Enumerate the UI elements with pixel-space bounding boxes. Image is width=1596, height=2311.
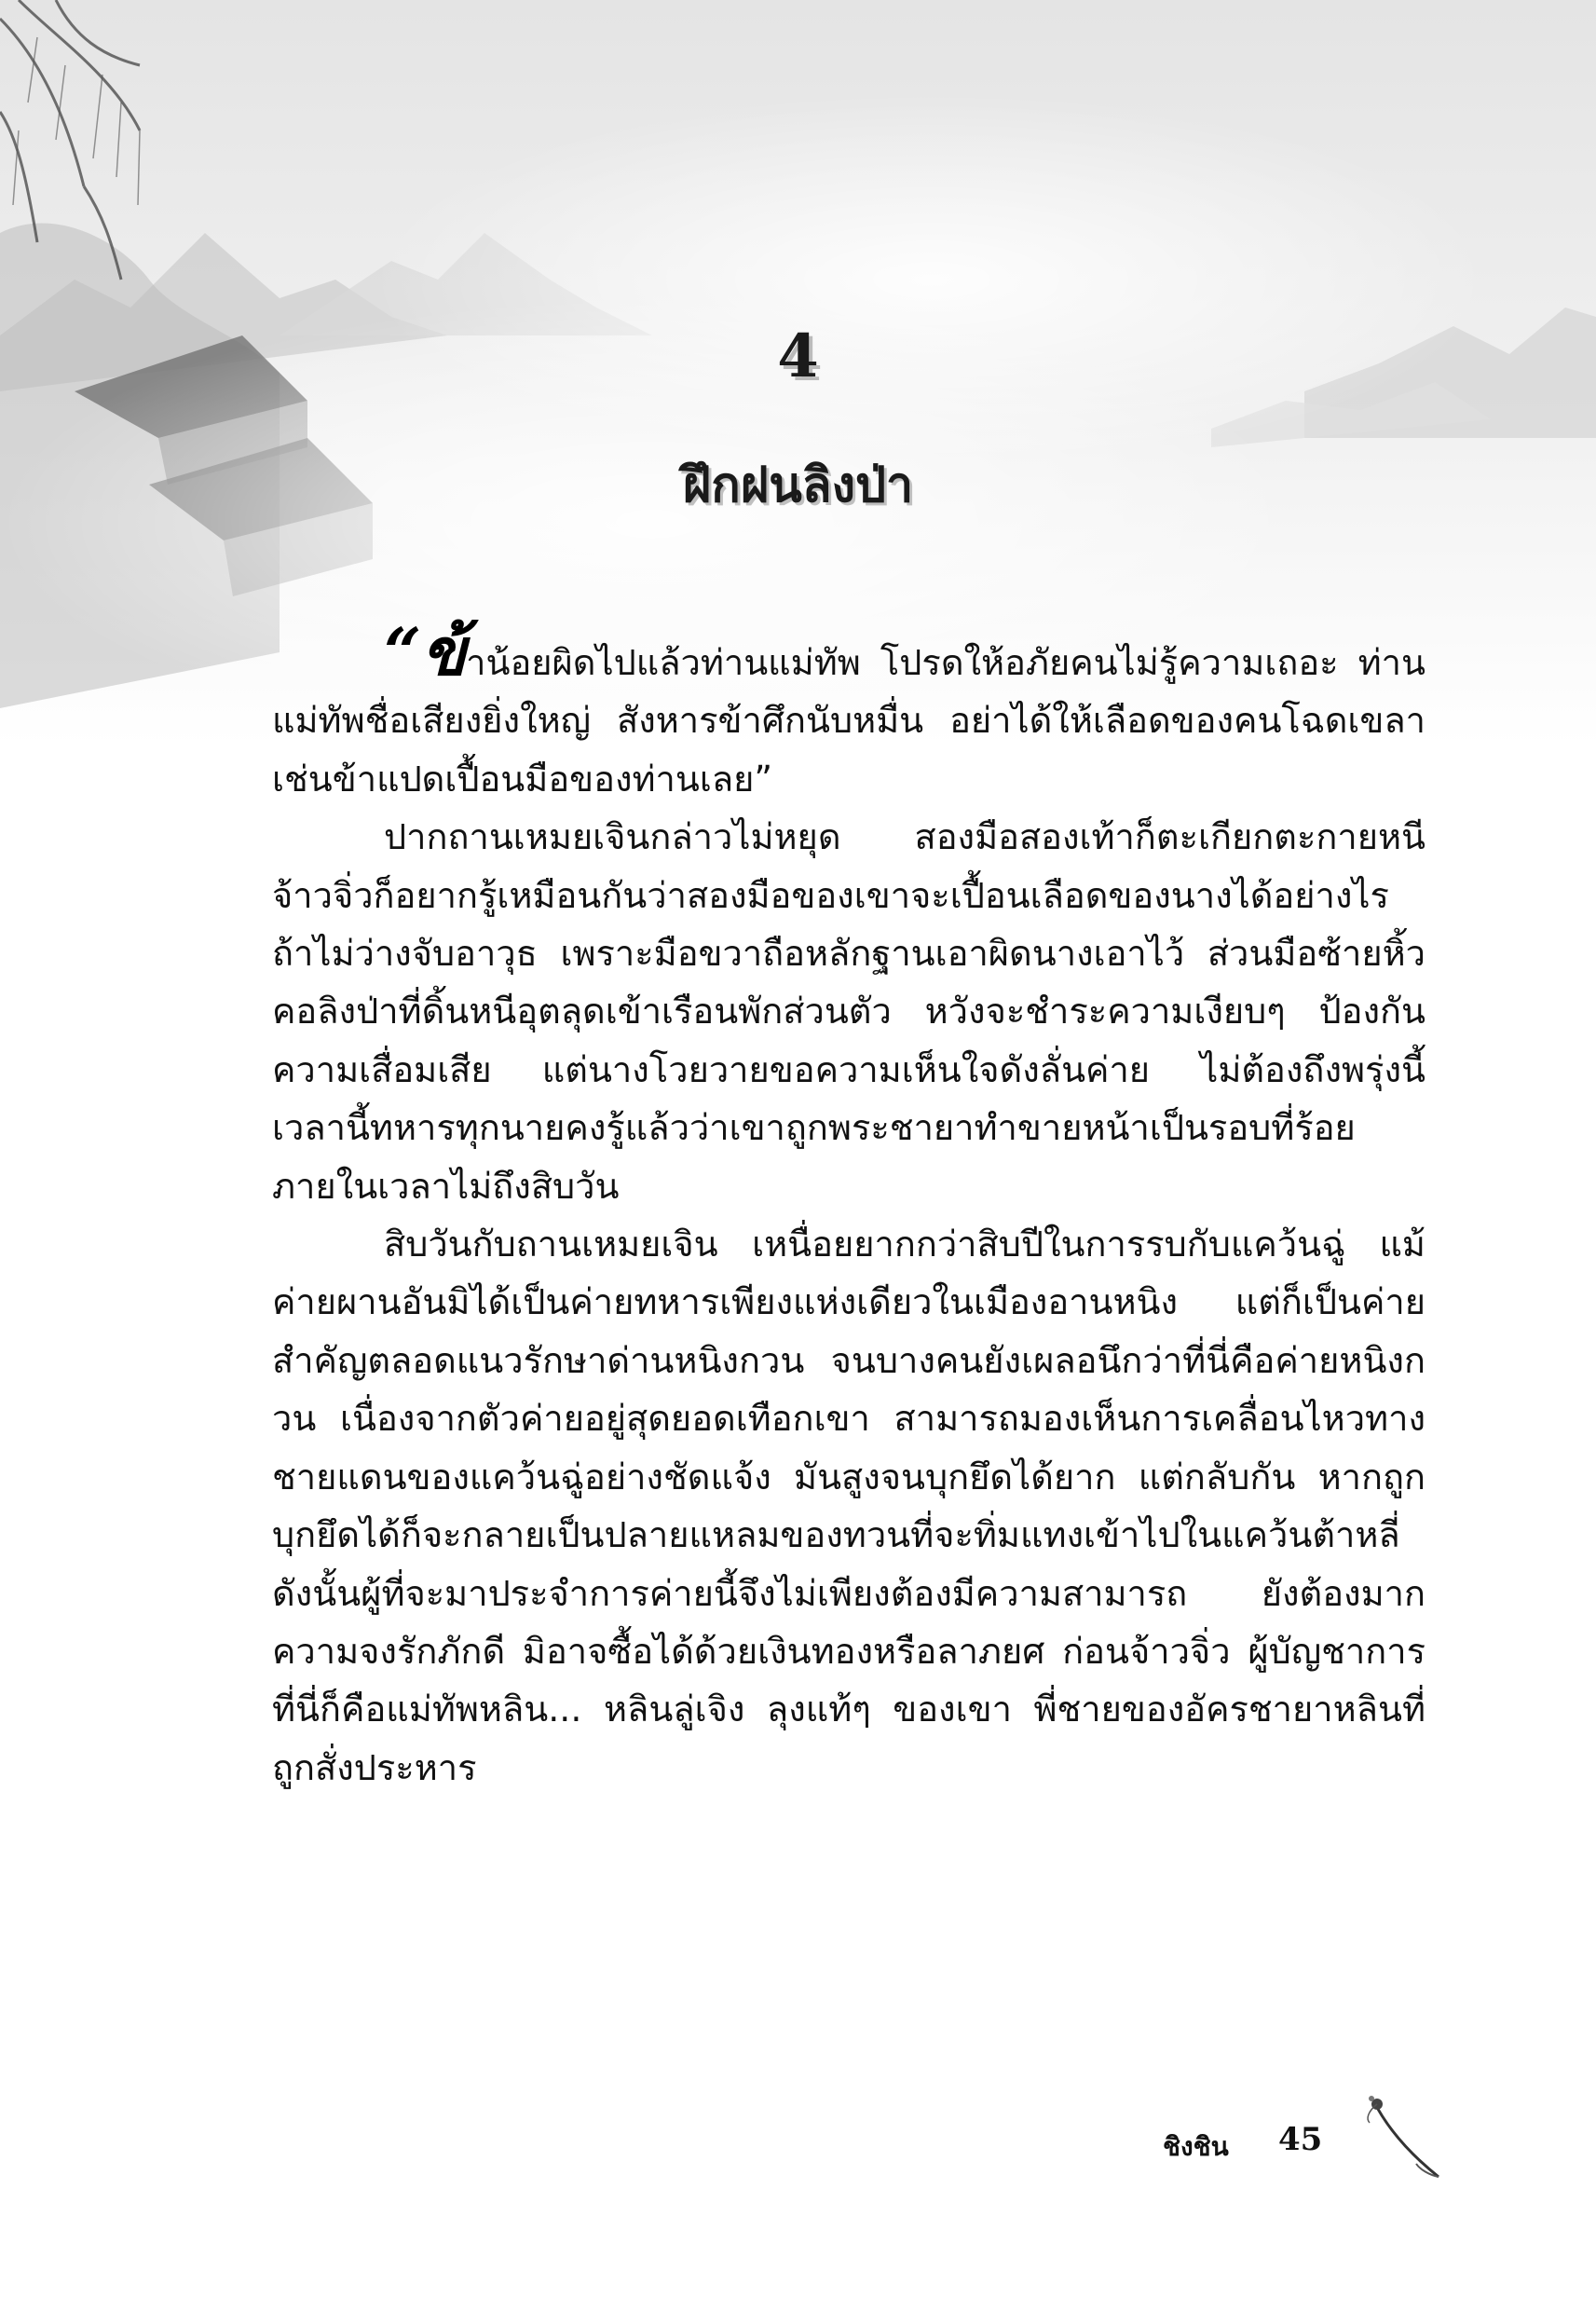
paragraph-1-text: าน้อยผิดไปแล้วท่านแม่ทัพ โปรดให้อภัยคนไม่รู้ความเถอะ ท่านแม่ทัพชื่อเสียงยิ่งใหญ่ สังหารข้าศึกนับหมื่น อย่าได้ให้เลือดของคนโฉดเขลาเช่นข้าแปดเปื้อนมือของท่านเลย”	[272, 642, 1425, 800]
paragraph-1	[272, 613, 1425, 808]
paragraph-3: สิบวันกับถานเหมยเจิน เหนื่อยยากกว่าสิบปีในการรบกับแคว้นฉู่ แม้ค่ายผานอันมิได้เป็นค่ายทหารเพียงแห่งเดียวในเมืองอานหนิง แต่ก็เป็นค่ายสำคัญตลอดแนวรักษาด่านหนิงกวน จนบางคนยังเผลอนึกว่าที่นี่คือค่ายหนิงกวน เนื่องจากตัวค่ายอยู่สุดยอดเทือกเขา สามารถมองเห็นการเคลื่อนไหวทางชายแดนของแคว้นฉู่อย่างชัดแจ้ง มันสูงจนบุกยึดได้ยาก แต่กลับกัน หากถูกบุกยึดได้ก็จะกลายเป็นปลายแหลมของทวนที่จะทิ่มแทงเข้าไปในแคว้นต้าหลี่ ดังนั้นผู้ที่จะมาประจำการค่ายนี้จึงไม่เพียงต้องมีความสามารถ ยังต้องมากความจงรักภักดี มิอาจซื้อได้ด้วยเงินทองหรือลาภยศ ก่อนจ้าวจิ่ว ผู้บัญชาการที่นี่ก็คือแม่ทัพหลิน... หลินลู่เจิง ลุงแท้ๆ ของเขา พี่ชายของอัครชายาหลินที่ถูกสั่งประหาร	[272, 1224, 1425, 1788]
paragraph-2: ปากถานเหมยเจินกล่าวไม่หยุด สองมือสองเท้าก็ตะเกียกตะกายหนี จ้าวจิ่วก็อยากรู้เหมือนกันว่าสองมือของเขาจะเปื้อนเลือดของนางได้อย่างไรถ้าไม่ว่างจับอาวุธ เพราะมือขวาถือหลักฐานเอาผิดนางเอาไว้ ส่วนมือซ้ายหิ้วคอลิงป่าที่ดิ้นหนีอุตลุดเข้าเรือนพักส่วนตัว หวังจะชำระความเงียบๆ ป้องกันความเสื่อมเสีย แต่นางโวยวายขอความเห็นใจดังลั่นค่าย ไม่ต้องถึงพรุ่งนี้ เวลานี้ทหารทุกนายคงรู้แล้วว่าเขาถูกพระชายาทำขายหน้าเป็นรอบที่ร้อยภายในเวลาไม่ถึงสิบวัน	[272, 816, 1425, 1207]
body-text	[272, 613, 1425, 1797]
footer-book-title: ชิงชิน	[1163, 2131, 1229, 2162]
dropcap: “ข้	[384, 613, 467, 691]
page-number: 45	[1278, 2121, 1323, 2158]
chapter-title: ฝึกฝนลิงป่า	[682, 458, 914, 513]
brush-flower-icon	[1364, 2091, 1448, 2184]
chapter-number: 4	[777, 321, 819, 391]
page-footer	[1118, 2115, 1435, 2190]
